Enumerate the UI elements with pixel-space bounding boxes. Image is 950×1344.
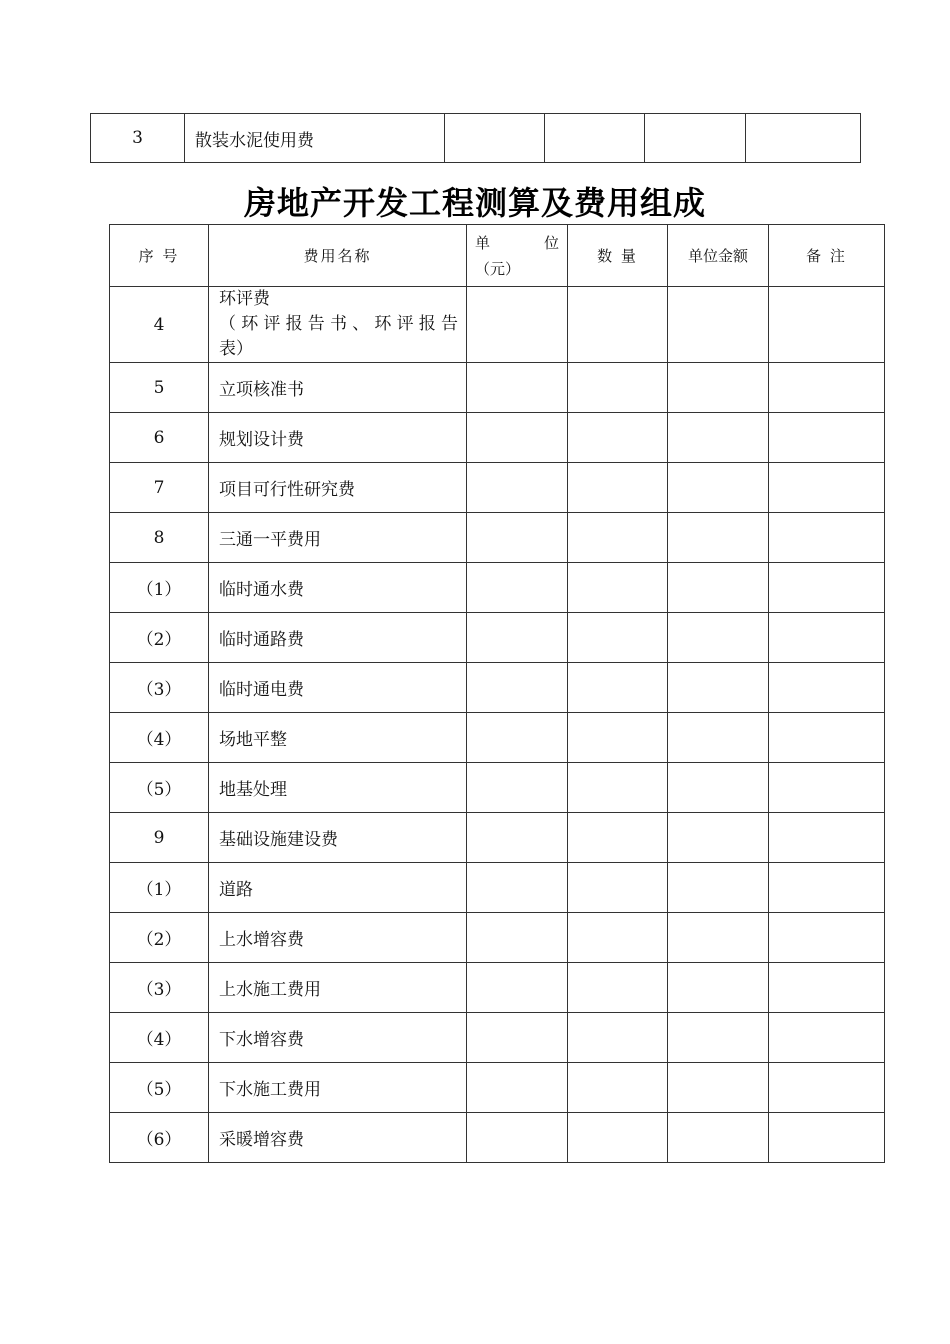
table-row: [110, 563, 885, 613]
amount-cell: [668, 713, 769, 763]
seq-cell: （5）: [110, 763, 209, 813]
name-cell: 三通一平费用: [209, 513, 467, 563]
note-cell: [769, 663, 885, 713]
seq-cell: （3）: [110, 663, 209, 713]
qty-cell: [568, 663, 668, 713]
seq-cell: 5: [110, 363, 209, 413]
name-cell: 临时通电费: [209, 663, 467, 713]
table-row: [110, 913, 885, 963]
amount-cell: [668, 613, 769, 663]
qty-cell: [568, 513, 668, 563]
table-row: [110, 363, 885, 413]
qty-cell: [568, 413, 668, 463]
name-cell: 规划设计费: [209, 413, 467, 463]
note-cell: [769, 463, 885, 513]
seq-cell: （1）: [110, 563, 209, 613]
name-cell: 下水施工费用: [209, 1063, 467, 1113]
note-cell: [769, 613, 885, 663]
table-row: [110, 513, 885, 563]
note-cell: [769, 287, 885, 363]
name-cell: 项目可行性研究费: [209, 463, 467, 513]
qty-cell: [568, 463, 668, 513]
qty-cell: [568, 1013, 668, 1063]
note-cell: [769, 813, 885, 863]
amount-cell: [668, 863, 769, 913]
unit-cell: [467, 413, 568, 463]
amount-cell: [668, 413, 769, 463]
unit-cell: [467, 763, 568, 813]
header-qty: 数 量: [568, 225, 668, 287]
amount-cell: [668, 763, 769, 813]
cost-table: [109, 224, 885, 1163]
unit-cell: [467, 463, 568, 513]
note-cell: [769, 363, 885, 413]
header-unit-char-1: 单: [475, 233, 491, 252]
amount-cell: [668, 1013, 769, 1063]
amount-cell: [668, 287, 769, 363]
table-row: [110, 1113, 885, 1163]
seq-cell: （5）: [110, 1063, 209, 1113]
seq-cell: 4: [110, 287, 209, 363]
unit-cell: [467, 287, 568, 363]
qty-cell: [545, 114, 645, 163]
name-line: 表）: [219, 339, 253, 359]
note-cell: [746, 114, 861, 163]
seq-cell: 6: [110, 413, 209, 463]
name-cell: [209, 287, 467, 363]
seq-cell: 3: [91, 114, 185, 163]
unit-cell: [467, 713, 568, 763]
unit-cell: [467, 613, 568, 663]
note-cell: [769, 963, 885, 1013]
amount-cell: [668, 513, 769, 563]
header-name: 费用名称: [209, 225, 467, 287]
qty-cell: [568, 1113, 668, 1163]
amount-cell: [668, 663, 769, 713]
qty-cell: [568, 963, 668, 1013]
name-cell: 场地平整: [209, 713, 467, 763]
amount-cell: [645, 114, 746, 163]
unit-cell: [467, 363, 568, 413]
name-cell: 采暖增容费: [209, 1113, 467, 1163]
seq-cell: 9: [110, 813, 209, 863]
note-cell: [769, 513, 885, 563]
table-row: [110, 1013, 885, 1063]
unit-cell: [467, 1013, 568, 1063]
name-line: 环评费: [219, 289, 270, 309]
continuation-table: [90, 113, 861, 163]
table-row: [110, 763, 885, 813]
note-cell: [769, 713, 885, 763]
header-unit-char-2: 位: [543, 233, 559, 252]
header-amount: 单位金额: [668, 225, 769, 287]
table-row: [110, 287, 885, 363]
seq-cell: （3）: [110, 963, 209, 1013]
table-row: [110, 963, 885, 1013]
amount-cell: [668, 963, 769, 1013]
unit-cell: [467, 863, 568, 913]
unit-cell: [467, 663, 568, 713]
name-line: （环评报告书、环评报告: [219, 314, 458, 334]
table-row: [110, 663, 885, 713]
seq-cell: （2）: [110, 913, 209, 963]
qty-cell: [568, 863, 668, 913]
table-header-row: [110, 225, 885, 287]
header-seq: 序 号: [110, 225, 209, 287]
amount-cell: [668, 463, 769, 513]
seq-cell: （2）: [110, 613, 209, 663]
seq-cell: （6）: [110, 1113, 209, 1163]
unit-cell: [467, 513, 568, 563]
qty-cell: [568, 1063, 668, 1113]
unit-cell: [467, 913, 568, 963]
seq-cell: 7: [110, 463, 209, 513]
name-cell: 上水施工费用: [209, 963, 467, 1013]
amount-cell: [668, 913, 769, 963]
note-cell: [769, 413, 885, 463]
note-cell: [769, 863, 885, 913]
seq-cell: 8: [110, 513, 209, 563]
qty-cell: [568, 813, 668, 863]
note-cell: [769, 1013, 885, 1063]
note-cell: [769, 1113, 885, 1163]
table-row: [110, 613, 885, 663]
name-cell: 散装水泥使用费: [185, 114, 445, 163]
header-unit: [467, 225, 568, 287]
amount-cell: [668, 813, 769, 863]
unit-cell: [467, 813, 568, 863]
amount-cell: [668, 363, 769, 413]
unit-cell: [467, 1063, 568, 1113]
name-cell: 临时通路费: [209, 613, 467, 663]
unit-cell: [445, 114, 545, 163]
note-cell: [769, 913, 885, 963]
name-cell: 立项核准书: [209, 363, 467, 413]
qty-cell: [568, 563, 668, 613]
note-cell: [769, 763, 885, 813]
name-cell: 地基处理: [209, 763, 467, 813]
amount-cell: [668, 1113, 769, 1163]
qty-cell: [568, 913, 668, 963]
seq-cell: （1）: [110, 863, 209, 913]
unit-cell: [467, 1113, 568, 1163]
table-row: [91, 114, 861, 163]
table-row: [110, 863, 885, 913]
qty-cell: [568, 613, 668, 663]
qty-cell: [568, 363, 668, 413]
qty-cell: [568, 287, 668, 363]
header-unit-yuan: （元）: [475, 259, 521, 278]
name-cell: 基础设施建设费: [209, 813, 467, 863]
qty-cell: [568, 763, 668, 813]
unit-cell: [467, 563, 568, 613]
table-row: [110, 413, 885, 463]
name-cell: 上水增容费: [209, 913, 467, 963]
note-cell: [769, 563, 885, 613]
amount-cell: [668, 1063, 769, 1113]
header-note: 备 注: [769, 225, 885, 287]
name-cell: 下水增容费: [209, 1013, 467, 1063]
amount-cell: [668, 563, 769, 613]
unit-cell: [467, 963, 568, 1013]
seq-cell: （4）: [110, 1013, 209, 1063]
name-cell: 道路: [209, 863, 467, 913]
page-title: 房地产开发工程测算及费用组成: [243, 184, 706, 222]
table-row: [110, 463, 885, 513]
name-cell: 临时通水费: [209, 563, 467, 613]
qty-cell: [568, 713, 668, 763]
table-row: [110, 713, 885, 763]
note-cell: [769, 1063, 885, 1113]
seq-cell: （4）: [110, 713, 209, 763]
table-row: [110, 813, 885, 863]
table-row: [110, 1063, 885, 1113]
